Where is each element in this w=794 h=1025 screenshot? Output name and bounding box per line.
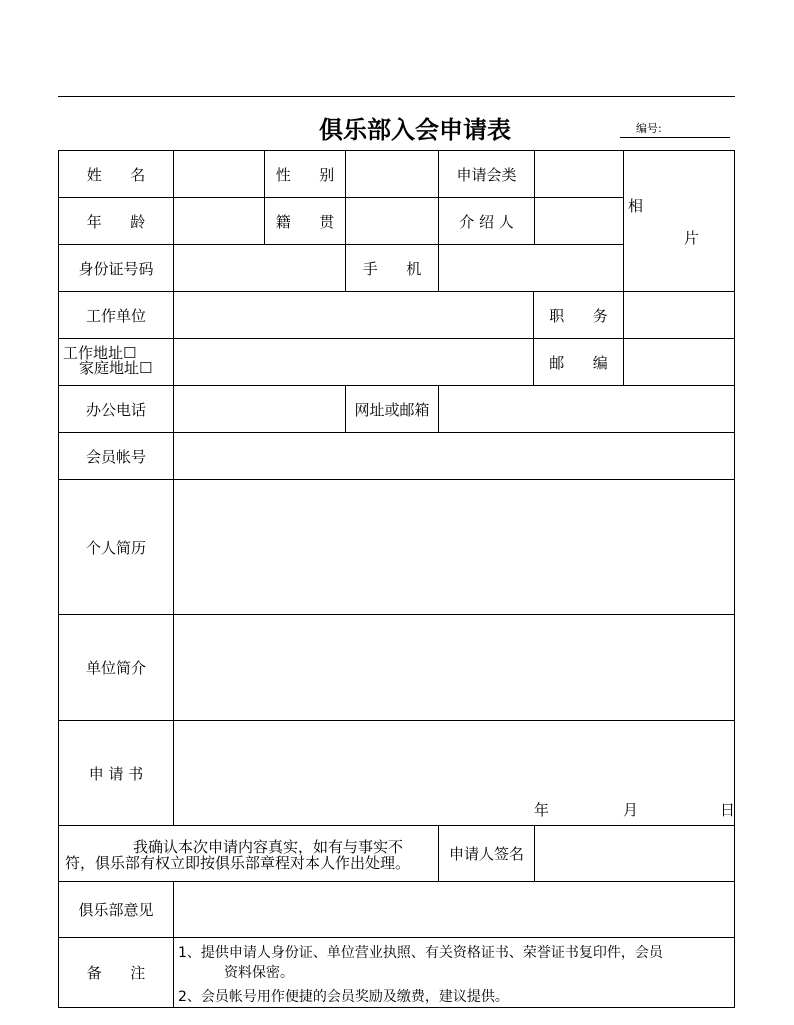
position-field[interactable]: [623, 291, 735, 339]
unit-intro-field[interactable]: [173, 614, 735, 721]
id-number-field[interactable]: [173, 244, 346, 292]
postcode-field[interactable]: [623, 338, 735, 386]
work-address-option[interactable]: 工作地址☐: [63, 344, 137, 362]
club-opinion-label: 俱乐部意见: [58, 881, 174, 938]
date-year-label: 年: [534, 801, 550, 819]
mobile-label: 手 机: [345, 244, 439, 292]
note-1-continued: 资料保密。: [224, 965, 294, 981]
form-title: 俱乐部入会申请表: [319, 116, 511, 144]
address-type-label[interactable]: [58, 338, 174, 386]
introducer-field[interactable]: [534, 197, 624, 245]
resume-label: 个人简历: [58, 479, 174, 615]
photo-box[interactable]: [623, 150, 735, 292]
work-unit-label: 工作单位: [58, 291, 174, 339]
application-form: [58, 150, 735, 1008]
confirmation-line-1: 我确认本次申请内容真实，如有与事实不: [133, 838, 404, 856]
applicant-signature-field[interactable]: [534, 825, 735, 882]
note-1: 1、提供申请人身份证、单位营业执照、有关资格证书、荣誉证书复印件，会员: [178, 945, 663, 961]
mobile-field[interactable]: [438, 244, 624, 292]
work-unit-field[interactable]: [173, 291, 534, 339]
age-field[interactable]: [173, 197, 265, 245]
application-letter-field[interactable]: [173, 720, 735, 826]
date-day-label: 日: [720, 801, 736, 819]
date-month-label: 月: [623, 801, 639, 819]
name-label: 姓 名: [58, 150, 174, 198]
apply-type-field[interactable]: [534, 150, 624, 198]
gender-field[interactable]: [345, 150, 439, 198]
name-field[interactable]: [173, 150, 265, 198]
gender-label: 性 别: [264, 150, 346, 198]
remarks-content: [173, 937, 735, 1008]
apply-type-label: 申请会类: [438, 150, 535, 198]
postcode-label: 邮 编: [533, 338, 624, 386]
introducer-label: 介 绍 人: [438, 197, 535, 245]
club-opinion-field[interactable]: [173, 881, 735, 938]
member-account-label: 会员帐号: [58, 432, 174, 480]
web-email-label: 网址或邮箱: [345, 385, 439, 433]
applicant-signature-label: 申请人签名: [438, 825, 535, 882]
resume-field[interactable]: [173, 479, 735, 615]
remarks-label: 备 注: [58, 937, 174, 1008]
photo-label-1: 相: [628, 197, 644, 215]
confirmation-statement: [58, 825, 439, 882]
position-label: 职 务: [533, 291, 624, 339]
address-field[interactable]: [173, 338, 534, 386]
native-place-label: 籍 贯: [264, 197, 346, 245]
photo-label-2: 片: [684, 229, 700, 247]
unit-intro-label: 单位简介: [58, 614, 174, 721]
member-account-field[interactable]: [173, 432, 735, 480]
serial-number-label: 编号:: [636, 122, 662, 135]
application-letter-label: 申 请 书: [58, 720, 174, 826]
age-label: 年 龄: [58, 197, 174, 245]
serial-number-field[interactable]: [620, 137, 730, 138]
id-number-label: 身份证号码: [58, 244, 174, 292]
web-email-field[interactable]: [438, 385, 735, 433]
note-2: 2、会员帐号用作便捷的会员奖励及缴费，建议提供。: [178, 989, 509, 1005]
confirmation-line-2: 符，俱乐部有权立即按俱乐部章程对本人作出处理。: [65, 854, 411, 872]
home-address-option[interactable]: 家庭地址☐: [79, 359, 153, 377]
top-rule: [58, 96, 735, 97]
office-phone-label: 办公电话: [58, 385, 174, 433]
native-place-field[interactable]: [345, 197, 439, 245]
office-phone-field[interactable]: [173, 385, 346, 433]
